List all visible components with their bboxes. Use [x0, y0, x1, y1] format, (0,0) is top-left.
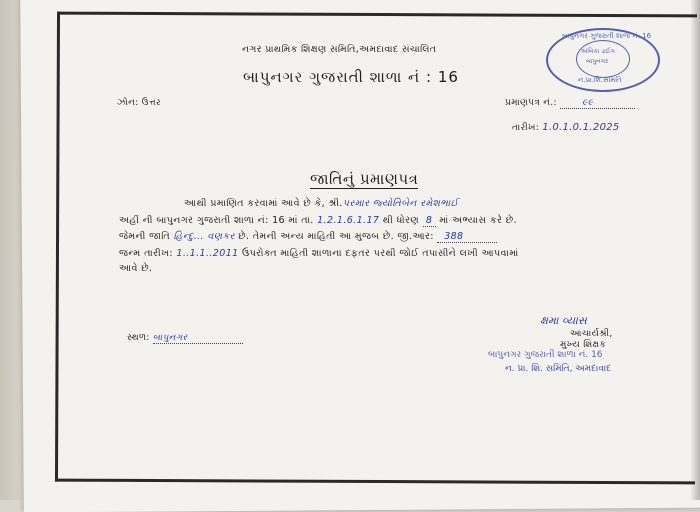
birth-date: 1..1.1..2011 [176, 248, 239, 259]
stamp-top-text: બાપુનગર ગુજરાતી શાળા નં. 16 [562, 32, 652, 40]
organization-line: નગર પ્રાથમિક શિક્ષણ સમિતિ,અમદાવાદ સંચાલિત [242, 44, 437, 55]
zone-label: ઝોન: ઉત્તર [117, 98, 161, 108]
body-line-2-suffix: માં અભ્યાસ કરે છે. [439, 215, 517, 226]
certificate-number-value: ૯૯ [581, 98, 594, 108]
body-line-2-mid: થી ધોરણ [382, 215, 420, 226]
stamp-bottom-text: ન.પ્રા.શિ.સમિતિ [578, 76, 622, 84]
stamp-inner-line1: અંબિકા ડાઈંગ [581, 48, 615, 55]
gr-number-field [437, 231, 497, 243]
stamp-inner-line2: બાપુનગર [586, 58, 609, 65]
standard-value: 8 [425, 215, 433, 226]
certificate-number-label: પ્રમાણપત્ર નં.: [505, 98, 557, 108]
admission-date: 1.2.1.6.1.17 [317, 215, 380, 226]
body-line-5: આવે છે. [119, 263, 153, 274]
body-line-2 [119, 215, 517, 227]
signature-stamp-committee: ન. પ્રા. શિ. સમિતિ, અમદાવાદ [505, 364, 612, 374]
school-stamp [546, 28, 660, 92]
standard-field [423, 215, 436, 227]
body-line-3-mid: છે. તેમની અન્ય માહિતી આ મુજબ છે. જી.આર: [238, 231, 434, 242]
place-field [153, 333, 243, 344]
place [127, 333, 243, 344]
body-line-4 [119, 248, 519, 259]
issue-date [512, 122, 620, 133]
certificate-number-field [560, 98, 635, 109]
issue-date-label: તારીખ: [512, 123, 540, 133]
signature-stamp-school: બાપુનગર ગુજરાતી શાળા નં. 16 [488, 350, 603, 360]
principal-signature: ક્ષમા વ્યાસ [540, 314, 587, 327]
principal-title-2: મુખ્ય શિક્ષક [560, 340, 607, 350]
student-name: પરમાર જ્યોતિબેન રમેશભાઈ [342, 198, 459, 209]
edge-shadow [690, 0, 700, 500]
signature-stamp [488, 346, 663, 364]
caste-value: હિન્દુ... વણકર [173, 231, 235, 242]
place-value: બાપુનગર [152, 333, 188, 343]
principal-title-1: આચાર્યશ્રી, [570, 329, 613, 339]
body-line-4-suffix: ઉપરોક્ત માહિતી શાળાના દફતર પરથી જોઈ તપાસીને લખી આપવામાં [242, 248, 519, 259]
issue-date-value: 1.0.1.0.1.2025 [542, 122, 620, 133]
body-line-1 [184, 198, 458, 209]
body-line-3 [119, 231, 497, 243]
school-name-heading: બાપુનગર ગુજરાતી શાળા નં : 16 [243, 68, 459, 86]
body-line-1-prefix: આથી પ્રમાણિત કરવામાં આવે છે કે, શ્રી. [184, 198, 343, 209]
body-line-4-prefix: જન્મ તારીખ: [119, 248, 173, 259]
certificate-number [505, 98, 635, 109]
gr-number-value: 388 [444, 231, 464, 242]
place-label: સ્થળ: [127, 333, 150, 343]
certificate-title: જાતિનું પ્રમાણપત્ર [310, 170, 419, 188]
body-line-3-prefix: જેમની જાતિ [119, 231, 171, 242]
body-line-2-prefix: અહીં ની બાપુનગર ગુજરાતી શાળા નં: 16 માં તા. [119, 215, 314, 226]
